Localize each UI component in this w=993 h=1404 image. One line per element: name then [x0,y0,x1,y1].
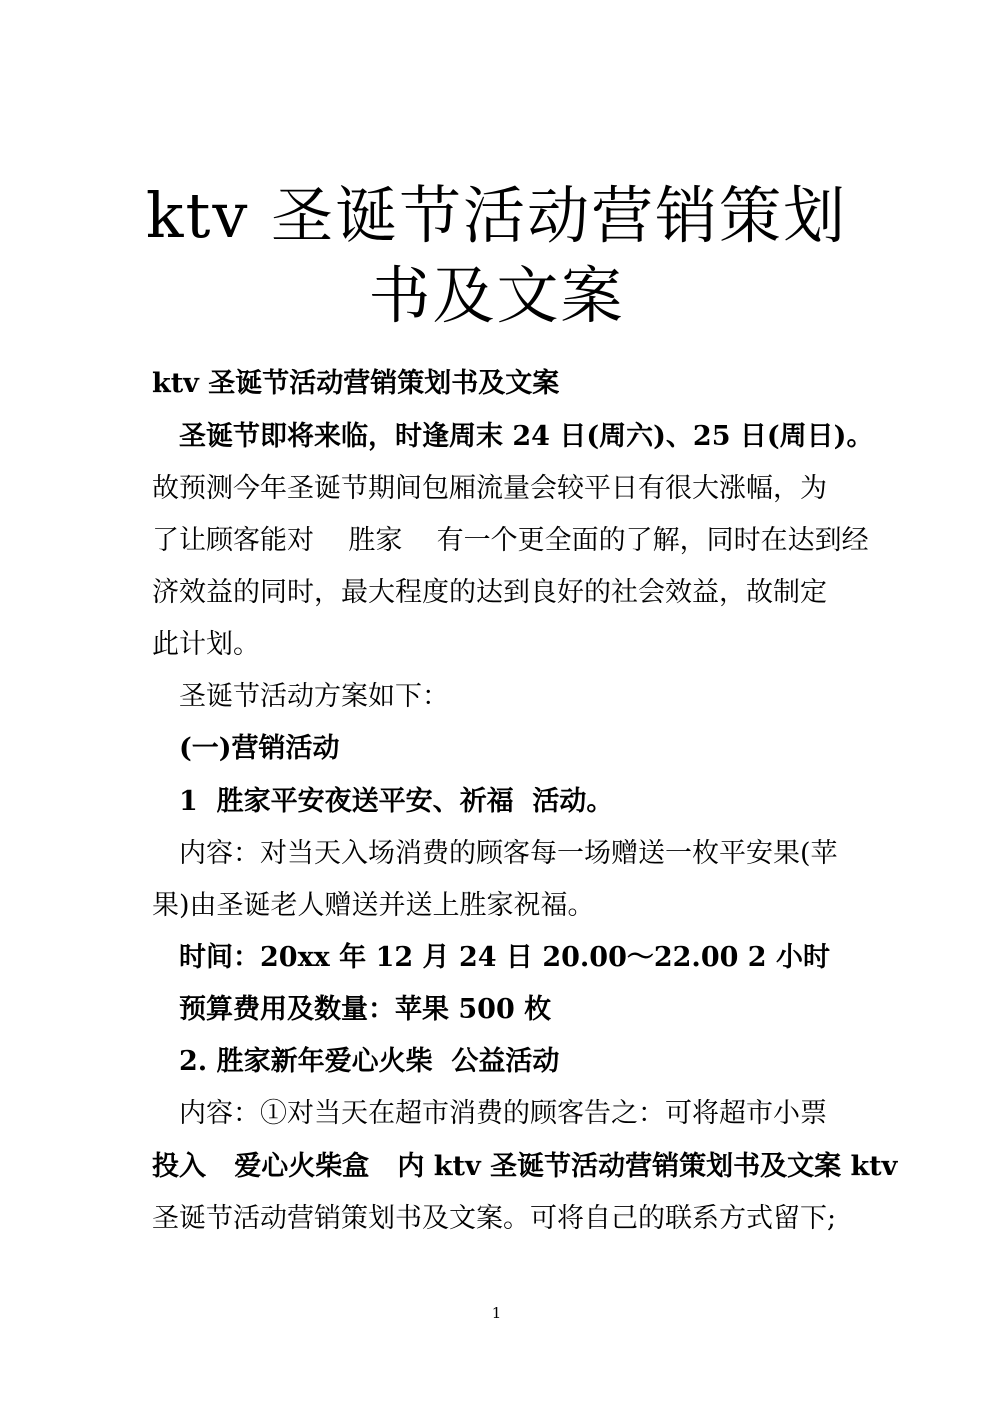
page-number: 1 [491,1304,502,1322]
activity-1-content-line-1: 内容：对当天入场消费的顾客每一场赠送一枚平安果(苹 [179,838,838,869]
activity-1-content-line-2: 果)由圣诞老人赠送并送上胜家祝福。 [152,890,595,921]
document-subtitle: ktv 圣诞节活动营销策划书及文案 [152,368,560,399]
intro-line-2: 故预测今年圣诞节期间包厢流量会较平日有很大涨幅，为 [152,473,827,504]
activity-1-title: 1 胜家平安夜送平安、祈福 活动。 [179,786,614,817]
activity-2-content-line-3: 圣诞节活动营销策划书及文案。可将自己的联系方式留下; [152,1203,837,1234]
intro-line-1: 圣诞节即将来临，时逢周末 24 日(周六)、25 日(周日)。 [179,421,874,452]
intro-line-4: 济效益的同时，最大程度的达到良好的社会效益，故制定 [152,577,827,608]
section-heading: (一)营销活动 [179,733,340,764]
intro-line-3: 了让顾客能对 胜家 有一个更全面的了解，同时在达到经 [152,525,869,556]
activity-2-content-line-1: 内容：①对当天在超市消费的顾客告之：可将超市小票 [179,1098,827,1129]
activity-2-content-line-2: 投入 爱心火柴盒 内 ktv 圣诞节活动营销策划书及文案 ktv [152,1151,898,1182]
activity-1-time: 时间：20xx 年 12 月 24 日 20.00～22.00 2 小时 [179,942,830,973]
activity-1-budget: 预算费用及数量：苹果 500 枚 [179,994,552,1025]
document-title-line-2: 书及文案 [368,259,625,332]
activity-2-title: 2. 胜家新年爱心火柴 公益活动 [179,1046,560,1077]
intro-line-5: 此计划。 [152,629,260,660]
document-title-line-1: ktv 圣诞节活动营销策划 [145,179,848,252]
plan-heading: 圣诞节活动方案如下： [179,681,449,712]
